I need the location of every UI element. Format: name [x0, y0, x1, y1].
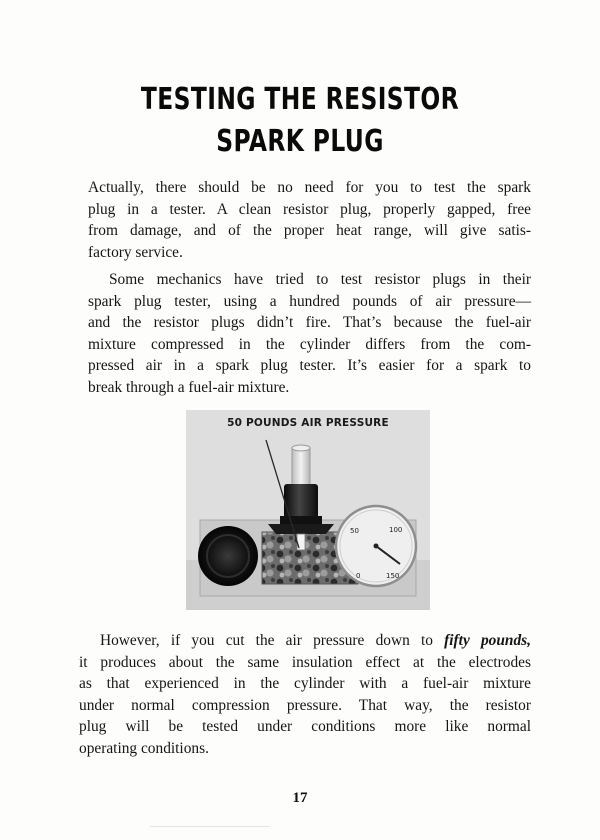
paragraph-2-line: break through a fuel-air mixture.	[88, 378, 290, 396]
paragraph-2	[88, 269, 531, 399]
divider	[150, 826, 270, 827]
page-number: 17	[292, 790, 308, 806]
paragraph-1	[88, 177, 531, 263]
page-title-line-1: TESTING THE RESISTOR	[140, 82, 460, 117]
paragraph-3-line: under normal compression pressure. That way, the resistor	[79, 696, 531, 714]
paragraph-2-line: spark plug tester, using a hundred pounds of air pressure—	[88, 292, 531, 310]
figure-caption: 50 POUNDS AIR PRESSURE	[227, 417, 389, 429]
spark-plug-tester-photo	[186, 410, 430, 610]
gauge-label: 50	[350, 527, 359, 535]
tester-illustration	[186, 410, 430, 610]
paragraph-1-line: plug in a tester. A clean resistor plug, properly gapped, free	[88, 200, 531, 218]
paragraph-1-line: from damage, and of the proper heat range, will give satis-	[88, 222, 531, 240]
gauge-label: 0	[356, 572, 361, 580]
paragraph-2-line: mixture compressed in the cylinder differs from the com-	[88, 335, 531, 353]
page-title-line-2: SPARK PLUG	[216, 124, 384, 159]
paragraph-3-line: it produces about the same insulation effect at the electrodes	[79, 653, 531, 671]
paragraph-1-line: factory service.	[88, 243, 183, 261]
paragraph-3	[79, 630, 531, 760]
paragraph-1-line: Actually, there should be no need for you to test the spark	[88, 179, 531, 196]
paragraph-3-line: operating conditions.	[79, 739, 209, 757]
paragraph-2-line: pressed air in a spark plug tester. It’s easier for a spark to	[88, 357, 531, 375]
paragraph-3-line: as that experienced in the cylinder with a fuel-air mixture	[79, 675, 531, 693]
gauge-label: 150	[386, 572, 400, 580]
paragraph-3-line: plug will be tested under conditions more like normal	[79, 718, 531, 736]
paragraph-2-line: and the resistor plugs didn’t fire. That’s because the fuel-air	[88, 314, 531, 332]
gauge-label: 100	[389, 526, 403, 534]
paragraph-2-line: Some mechanics have tried to test resistor plugs in their	[109, 271, 531, 288]
paragraph-3-text: However, if you cut the air pressure down to	[100, 632, 445, 649]
emphasized-text: fifty pounds,	[444, 632, 532, 649]
paragraph-3-line	[79, 630, 531, 652]
